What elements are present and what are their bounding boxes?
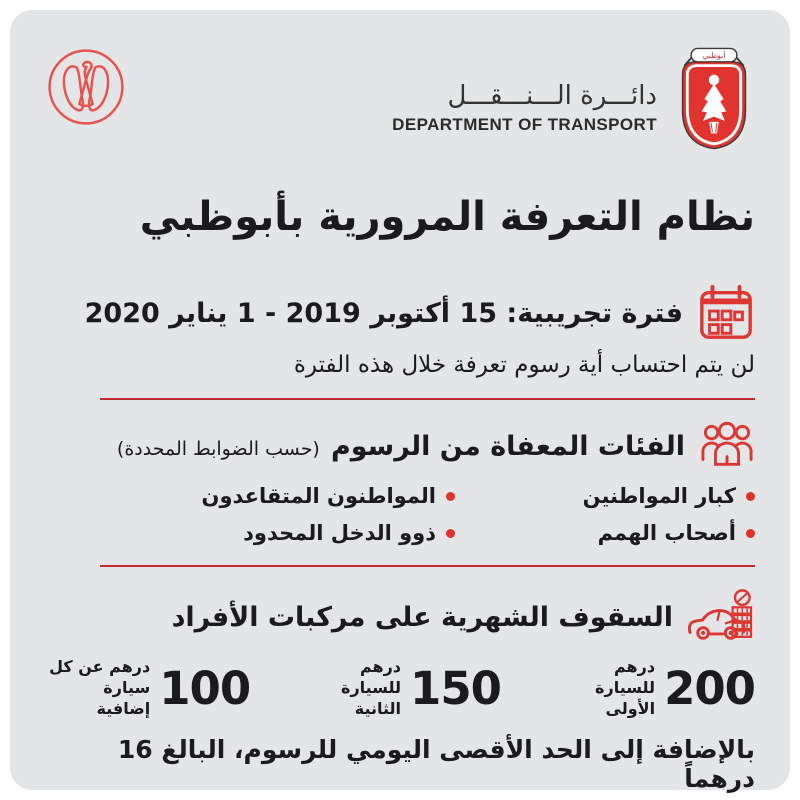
cap-amount: 100 — [159, 661, 251, 715]
section-divider — [100, 565, 755, 567]
cap-label: للسيارة الأولى — [595, 677, 656, 718]
list-item — [45, 484, 455, 508]
list-item-label: أصحاب الهمم — [597, 521, 736, 545]
bullet-dot-icon — [446, 529, 455, 538]
page-title: نظام التعرفة المرورية بأبوظبي — [139, 194, 755, 240]
trial-period-note: لن يتم احتساب أية رسوم تعرفة خلال هذه الفترة — [293, 352, 755, 378]
cap-tier-additional-car — [45, 657, 250, 719]
bullet-dot-icon — [446, 492, 455, 501]
dot-name-arabic: دائـــرة الـــنـــقـــل — [447, 80, 657, 111]
trial-period-section — [45, 284, 755, 342]
list-item-label: كبار المواطنين — [582, 484, 736, 508]
list-item-label: ذوو الدخل المحدود — [243, 521, 436, 545]
falcon-circle-logo — [45, 46, 127, 128]
dot-name-english: DEPARTMENT OF TRANSPORT — [392, 115, 657, 135]
cap-tier-first-car — [541, 657, 755, 719]
infographic-card — [10, 10, 790, 794]
list-item-label: المواطنون المتقاعدون — [201, 484, 436, 508]
car-coins-icon — [687, 587, 755, 647]
section-divider — [100, 398, 755, 400]
header — [45, 44, 755, 154]
monthly-caps-section — [45, 587, 755, 647]
cap-amount: 150 — [410, 661, 501, 715]
cap-label: سيارة إضافية — [96, 677, 151, 718]
cap-label: للسيارة الثانية — [341, 677, 402, 718]
list-item — [455, 484, 755, 508]
cap-unit: درهم — [359, 657, 402, 676]
cap-amount: 200 — [664, 661, 755, 715]
monthly-caps-heading: السقوف الشهرية على مركبات الأفراد — [171, 601, 673, 633]
emblem-banner-text: أبوظبي — [702, 51, 726, 60]
people-group-icon — [699, 420, 755, 472]
daily-cap-footnote: بالإضافة إلى الحد الأقصى اليومي للرسوم، البالغ 16 درهماً — [117, 735, 755, 794]
exemptions-qualifier: (حسب الضوابط المحددة) — [116, 437, 320, 460]
dot-lockup — [392, 44, 755, 154]
bullet-dot-icon — [746, 492, 755, 501]
trial-period-heading: فترة تجريبية: 15 أكتوبر 2019 - 1 يناير 2020 — [84, 297, 683, 329]
cap-unit: درهم عن كل — [49, 657, 151, 676]
calendar-icon — [697, 284, 755, 342]
abu-dhabi-emblem-icon — [673, 44, 755, 154]
cap-tiers — [45, 657, 755, 719]
exemptions-list — [45, 484, 755, 545]
exemptions-heading: الفئات المعفاة من الرسوم — [330, 430, 685, 462]
bullet-dot-icon — [746, 529, 755, 538]
cap-tier-second-car — [290, 657, 501, 719]
list-item — [455, 521, 755, 545]
cap-unit: درهم — [614, 657, 656, 676]
list-item — [45, 521, 455, 545]
exemptions-section — [45, 420, 755, 472]
